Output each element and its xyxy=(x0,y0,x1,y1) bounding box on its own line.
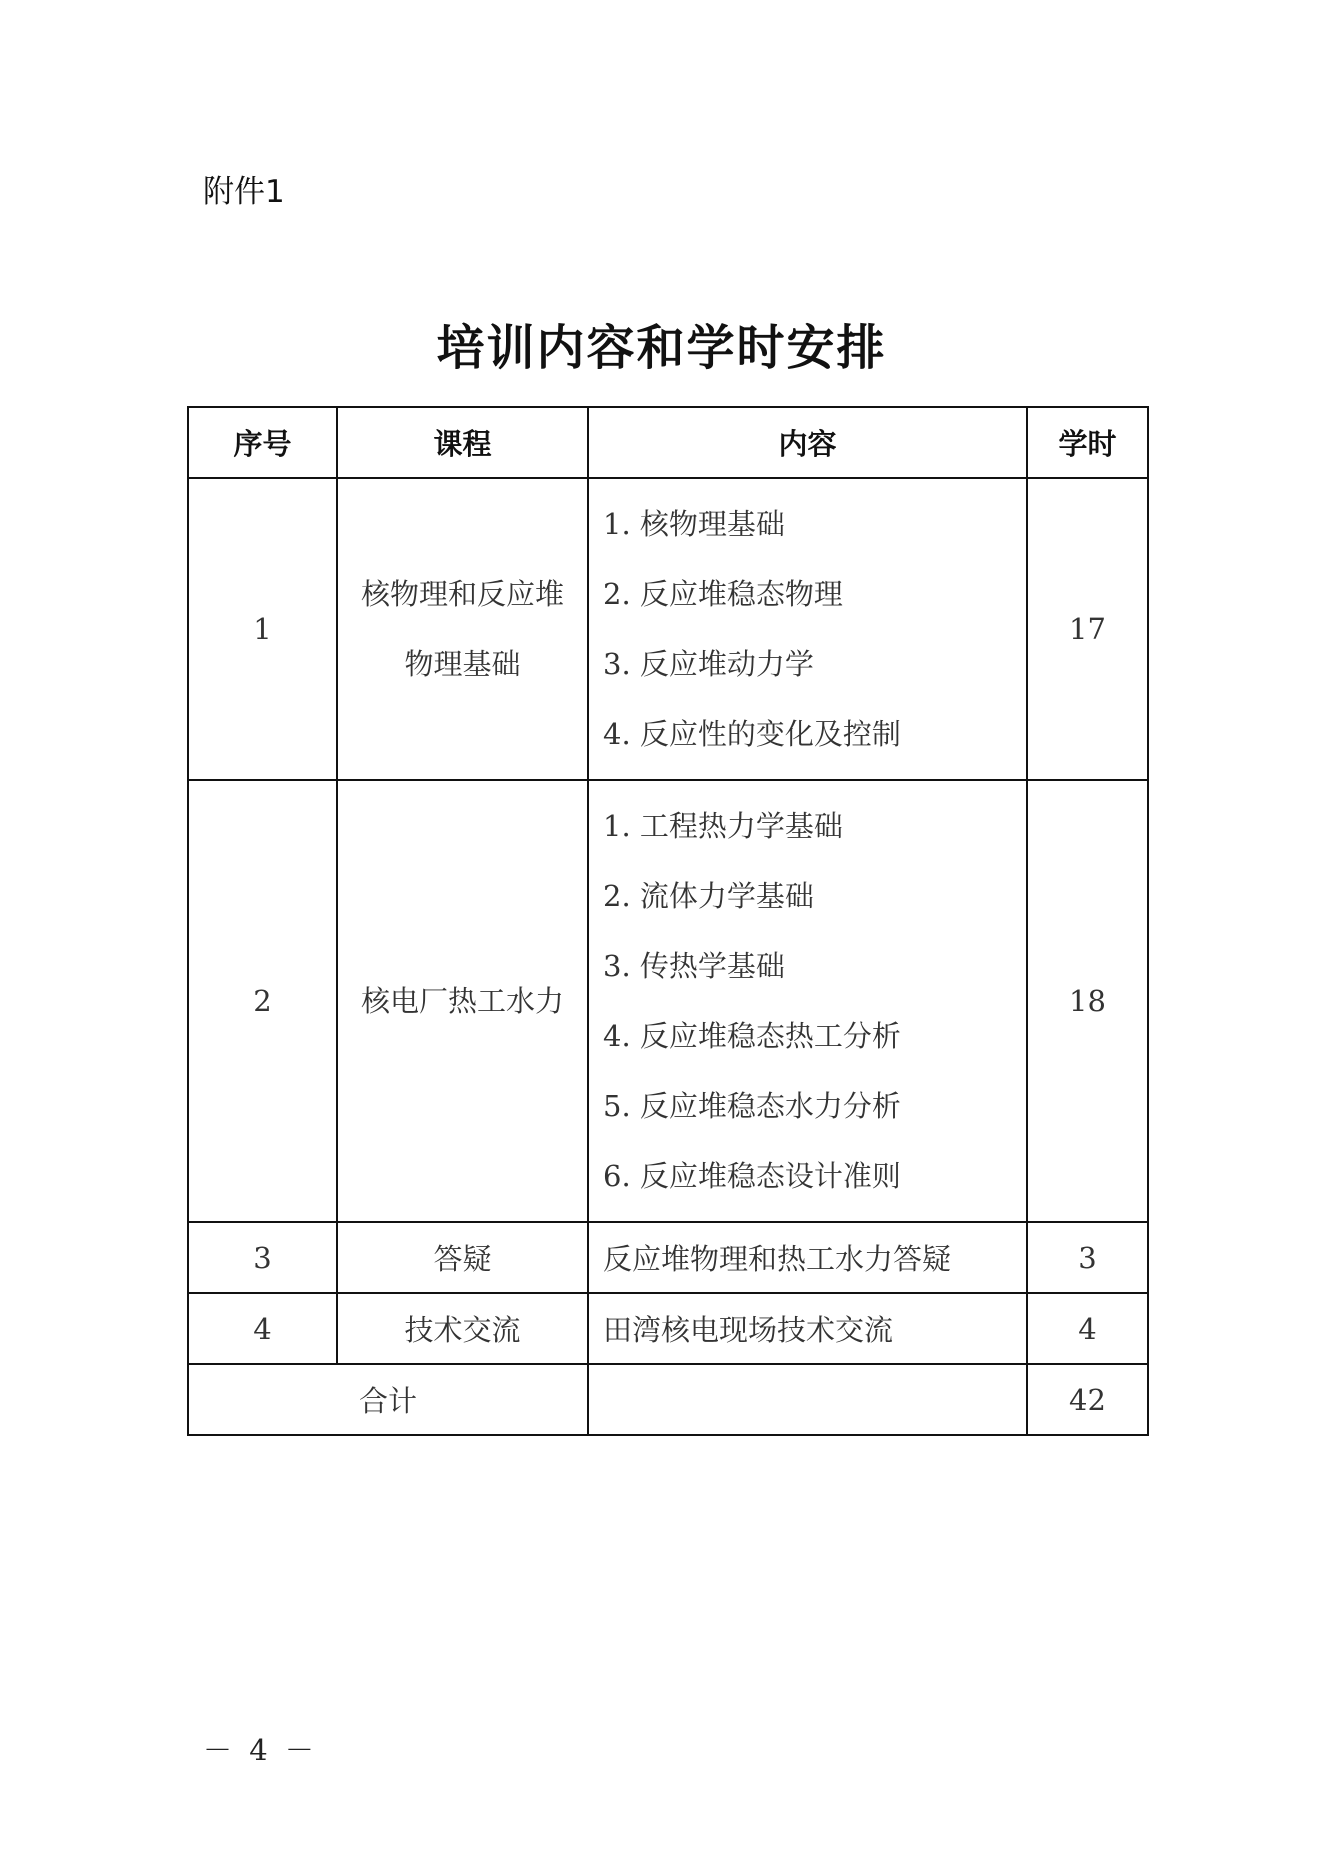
column-header-course: 课程 xyxy=(337,407,588,478)
course-content: 反应堆物理和热工水力答疑 xyxy=(588,1222,1027,1293)
course-content xyxy=(588,478,1027,780)
column-header-no: 序号 xyxy=(188,407,337,478)
table-row xyxy=(188,1222,1148,1293)
table-row xyxy=(188,780,1148,1222)
document-title: 培训内容和学时安排 xyxy=(436,320,887,376)
content-list xyxy=(603,781,1026,1221)
row-number: 1 xyxy=(188,478,337,780)
page-number: － 4 － xyxy=(203,1733,318,1767)
total-content xyxy=(588,1364,1027,1435)
total-hours: 42 xyxy=(1027,1364,1148,1435)
course-content xyxy=(588,780,1027,1222)
course-hours: 17 xyxy=(1027,478,1148,780)
course-content: 田湾核电现场技术交流 xyxy=(588,1293,1027,1364)
course-name-line: 核物理和反应堆 xyxy=(360,577,564,611)
column-header-hours: 学时 xyxy=(1027,407,1148,478)
content-item: 2. 流体力学基础 xyxy=(603,879,814,913)
content-list xyxy=(603,479,1026,779)
content-item: 3. 反应堆动力学 xyxy=(603,647,814,681)
row-number: 4 xyxy=(188,1293,337,1364)
course-name-line: 物理基础 xyxy=(404,647,521,681)
content-item: 1. 核物理基础 xyxy=(603,507,785,541)
total-label: 合计 xyxy=(188,1364,588,1435)
course-hours: 4 xyxy=(1027,1293,1148,1364)
total-row xyxy=(188,1364,1148,1435)
content-item: 4. 反应堆稳态热工分析 xyxy=(603,1019,901,1053)
content-item: 3. 传热学基础 xyxy=(603,949,785,983)
course-hours: 3 xyxy=(1027,1222,1148,1293)
content-item: 5. 反应堆稳态水力分析 xyxy=(603,1089,901,1123)
training-schedule-table xyxy=(187,406,1149,1436)
course-name xyxy=(337,478,588,780)
course-name: 技术交流 xyxy=(337,1293,588,1364)
course-name-line: 核电厂热工水力 xyxy=(360,984,564,1018)
content-item: 4. 反应性的变化及控制 xyxy=(603,717,901,751)
course-name: 答疑 xyxy=(337,1222,588,1293)
course-name xyxy=(337,780,588,1222)
table-row xyxy=(188,478,1148,780)
attachment-label: 附件1 xyxy=(203,174,285,210)
row-number: 2 xyxy=(188,780,337,1222)
course-hours: 18 xyxy=(1027,780,1148,1222)
content-item: 6. 反应堆稳态设计准则 xyxy=(603,1159,901,1193)
table-header-row xyxy=(188,407,1148,478)
table-row xyxy=(188,1293,1148,1364)
content-item: 2. 反应堆稳态物理 xyxy=(603,577,843,611)
row-number: 3 xyxy=(188,1222,337,1293)
column-header-content: 内容 xyxy=(588,407,1027,478)
content-item: 1. 工程热力学基础 xyxy=(603,809,843,843)
